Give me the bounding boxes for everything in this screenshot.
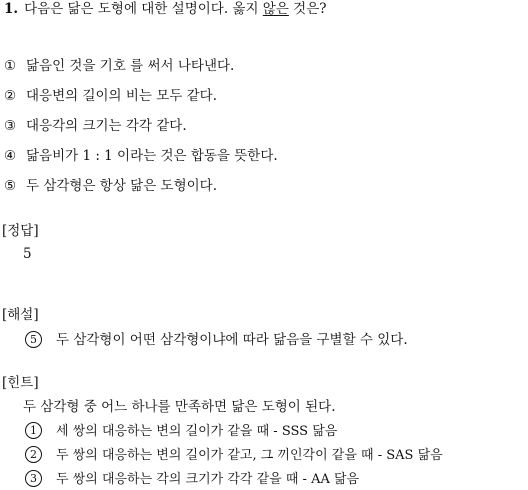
explanation-heading: [해설] — [2, 307, 39, 323]
option-text: 닮음비가 1 : 1 이라는 것은 합동을 뜻한다. — [26, 148, 278, 164]
explanation-text: 두 삼각형이 어떤 삼각형이냐에 따라 닮음을 구별할 수 있다. — [56, 332, 408, 348]
option-5 — [4, 177, 217, 195]
hint-item-1 — [25, 423, 337, 441]
option-mark: ① — [4, 58, 17, 74]
hint-item-2 — [25, 447, 443, 465]
explanation-mark: 5 — [25, 331, 42, 348]
question-prompt — [4, 0, 327, 18]
hint-mark: 2 — [25, 446, 42, 463]
hint-text: 세 쌍의 대응하는 변의 길이가 같을 때 - SSS 닮음 — [56, 424, 338, 439]
question-emphasis: 않은 — [262, 1, 289, 17]
explanation-body — [25, 331, 408, 349]
hint-text: 두 쌍의 대응하는 변의 길이가 같고, 그 끼인각이 같을 때 - SAS 닮음 — [56, 448, 443, 463]
question-text-end: 것은? — [288, 1, 327, 17]
hint-intro: 두 삼각형 중 어느 하나를 만족하면 닮은 도형이 된다. — [23, 399, 336, 415]
option-1 — [4, 57, 234, 75]
option-text: 대응변의 길이의 비는 모두 같다. — [26, 88, 217, 104]
option-mark: ③ — [4, 118, 17, 134]
option-mark: ② — [4, 88, 17, 104]
question-number: 1. — [4, 1, 19, 17]
option-3 — [4, 117, 187, 135]
answer-heading: [정답] — [2, 223, 39, 239]
answer-value: 5 — [23, 246, 32, 262]
option-text: 닮음인 것을 기호 를 써서 나타낸다. — [26, 58, 235, 74]
option-mark: ④ — [4, 148, 17, 164]
option-4 — [4, 147, 278, 165]
option-mark: ⑤ — [4, 178, 17, 194]
option-2 — [4, 87, 217, 105]
option-text: 대응각의 크기는 각각 같다. — [26, 118, 187, 134]
hint-text: 두 쌍의 대응하는 각의 크기가 각각 같을 때 - AA 닮음 — [56, 472, 360, 487]
hint-mark: 1 — [25, 422, 42, 439]
hint-item-3 — [25, 471, 359, 489]
hint-heading: [힌트] — [2, 375, 39, 391]
question-text: 다음은 닮은 도형에 대한 설명이다. 옳지 — [24, 1, 263, 17]
option-text: 두 삼각형은 항상 닮은 도형이다. — [26, 178, 217, 194]
hint-mark: 3 — [25, 470, 42, 487]
